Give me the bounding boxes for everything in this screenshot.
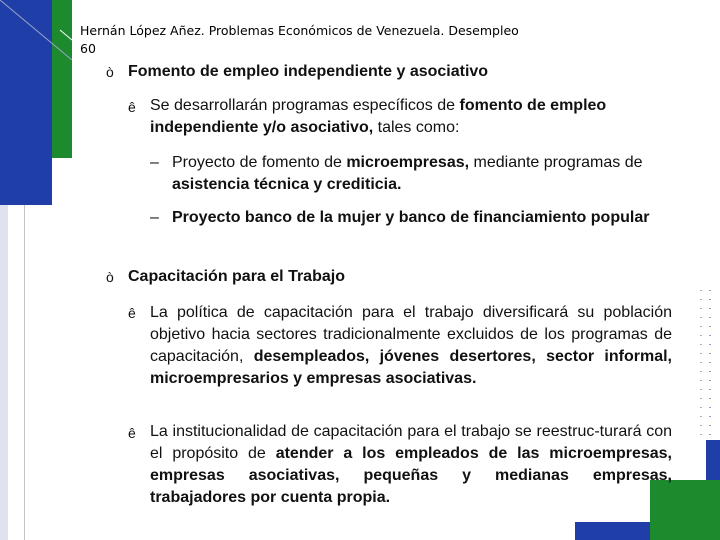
section2-sub1 — [150, 302, 672, 390]
section1-dash2-bold: Proyecto banco de la mujer y banco de financiamiento popular — [172, 209, 650, 226]
section1-dash1 — [172, 152, 677, 196]
section2-sub2 — [150, 421, 672, 509]
decorative-vertical-line — [24, 205, 25, 540]
section2-sub1-text: La política de capacitación para el trabajo diversificará su población objetivo hacia sectores tradicionalmente excluidos de los programas de capacitación, — [150, 304, 672, 365]
level1-bullet-icon: ò — [106, 269, 114, 285]
section2-sub2-bold: atender a los empleados de las microempresas, empresas asociativas, pequeñas y medianas empresas, trabajadores por cuenta propia. — [150, 445, 673, 506]
slide-header — [80, 22, 540, 58]
section2-sub2-text: La institucionalidad de capacitación para el trabajo se reestruc-turará con el propósito de — [150, 423, 672, 462]
decorative-corner-lines — [0, 0, 72, 60]
section2-title-text: Capacitación para el Trabajo — [128, 268, 345, 285]
section1-dash1-text2: mediante programas de — [469, 154, 643, 171]
section1-dash1-bold: microempresas, — [346, 154, 470, 171]
section1-sub1-bold: fomento de empleo independiente y/o asociativo, — [150, 97, 607, 136]
level2-bullet-icon: ê — [128, 99, 136, 115]
section1-dash1-text: Proyecto de fomento de — [172, 154, 347, 171]
page-number: 60 — [80, 41, 96, 56]
section2-sub1-bold: desempleados, jóvenes desertores, sector informal, microempresarios y empresas asociativas. — [150, 348, 672, 387]
level1-bullet-icon: ò — [106, 64, 114, 80]
section1-dash1-bold2: asistencia técnica y crediticia. — [172, 176, 402, 193]
section2-title — [128, 266, 688, 288]
section1-title-text: Fomento de empleo independiente y asociativo — [128, 63, 489, 80]
level2-bullet-icon: ê — [128, 305, 136, 321]
decorative-blue-corner — [575, 522, 650, 540]
dash-bullet: – — [150, 209, 159, 226]
level2-bullet-icon: ê — [128, 425, 136, 441]
decorative-blue-corner-right — [706, 440, 720, 480]
decorative-left-strip — [0, 205, 8, 540]
section1-sub1-text: Se desarrollarán programas específicos de — [150, 97, 460, 114]
dash-bullet: – — [150, 154, 159, 171]
header-title: Hernán López Añez. Problemas Económicos de Venezuela. Desempleo — [80, 23, 519, 38]
section1-sub1 — [150, 95, 675, 139]
decorative-dotted-lines — [698, 290, 714, 440]
section1-title — [128, 61, 688, 83]
section1-dash2 — [172, 207, 672, 229]
section1-sub1-text-end: tales como: — [373, 119, 460, 136]
